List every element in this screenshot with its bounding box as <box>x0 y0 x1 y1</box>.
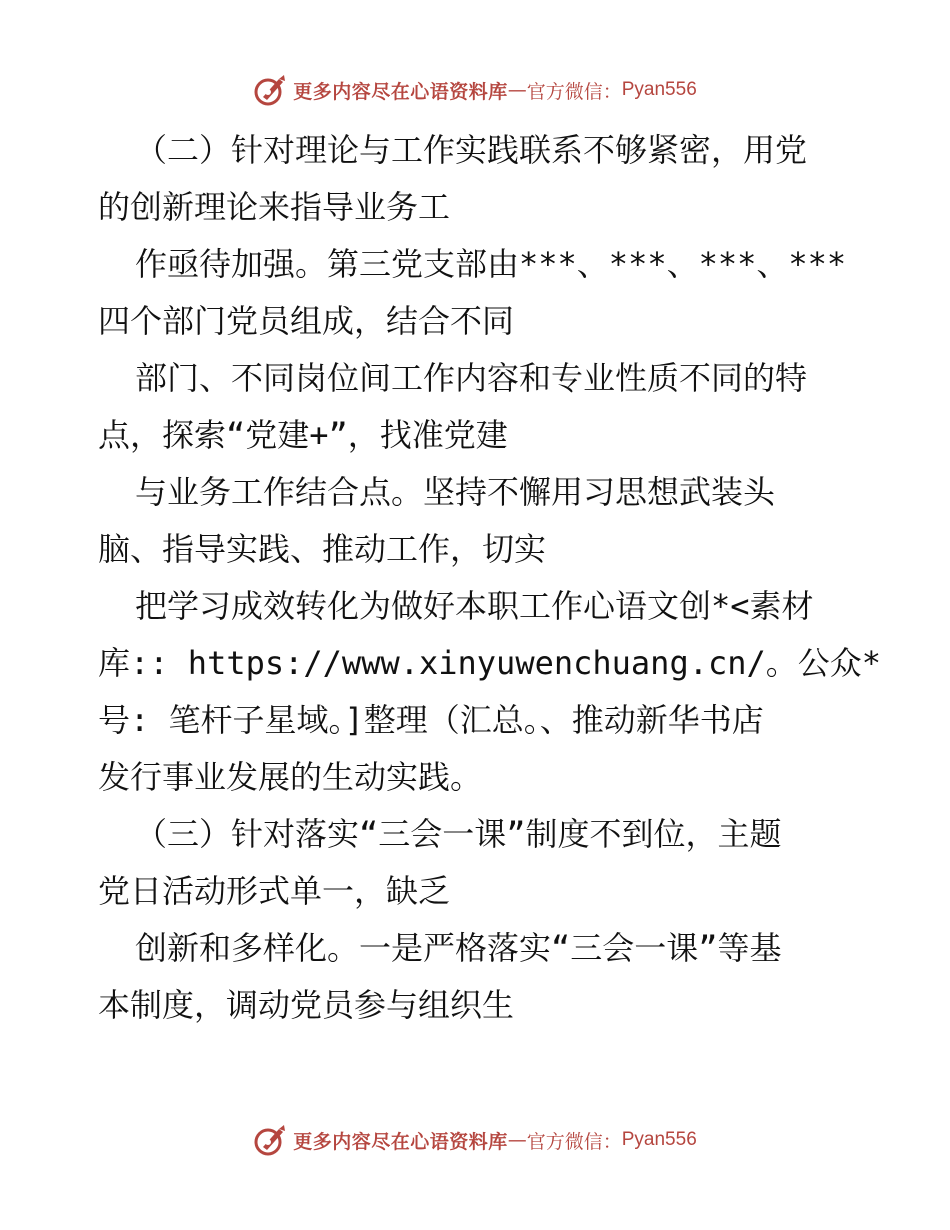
banner-wechat-id: Pyan556 <box>621 79 697 100</box>
body-line: 党日活动形式单一，缺乏 <box>98 872 451 910</box>
banner-prefix: 更多内容尽在心语资料库 <box>293 1130 508 1153</box>
body-line: 号: 笔杆子星域。]整理（汇总。、推动新华书店 <box>98 701 764 739</box>
body-line: 本制度，调动党员参与组织生 <box>98 986 515 1024</box>
banner-prefix: 更多内容尽在心语资料库 <box>293 80 508 103</box>
body-line: 点，探索“党建+”，找准党建 <box>98 416 508 454</box>
quill-pen-logo-icon <box>253 73 287 107</box>
footer-banner <box>0 1120 950 1160</box>
body-line: 的创新理论来指导业务工 <box>98 188 451 226</box>
banner-wechat-label: 官方微信： <box>526 1130 622 1153</box>
banner-dash: — <box>507 1129 527 1151</box>
body-line: （二）针对理论与工作实践联系不够紧密，用党 <box>135 131 808 169</box>
header-banner <box>0 70 950 110</box>
body-line: 把学习成效转化为做好本职工作心语文创*<素材 <box>135 587 814 625</box>
body-line: 脑、指导实践、推动工作，切实 <box>98 530 547 568</box>
body-line: 部门、不同岗位间工作内容和专业性质不同的特 <box>135 359 808 397</box>
banner-wechat-label: 官方微信： <box>526 80 622 103</box>
body-line: 作亟待加强。第三党支部由***、***、***、*** <box>135 245 847 283</box>
banner-wechat-id: Pyan556 <box>621 1129 697 1150</box>
body-line: 库:: https://www.xinyuwenchuang.cn/。公众* <box>98 644 882 682</box>
body-line: 与业务工作结合点。坚持不懈用习思想武装头 <box>135 473 776 511</box>
document-body <box>98 122 882 1034</box>
banner-dash: — <box>507 79 527 101</box>
body-line: 四个部门党员组成，结合不同 <box>98 302 515 340</box>
body-line: （三）针对落实“三会一课”制度不到位，主题 <box>135 815 782 853</box>
quill-pen-logo-icon <box>253 1123 287 1157</box>
body-line: 创新和多样化。一是严格落实“三会一课”等基 <box>135 929 782 967</box>
body-line: 发行事业发展的生动实践。 <box>98 758 483 796</box>
